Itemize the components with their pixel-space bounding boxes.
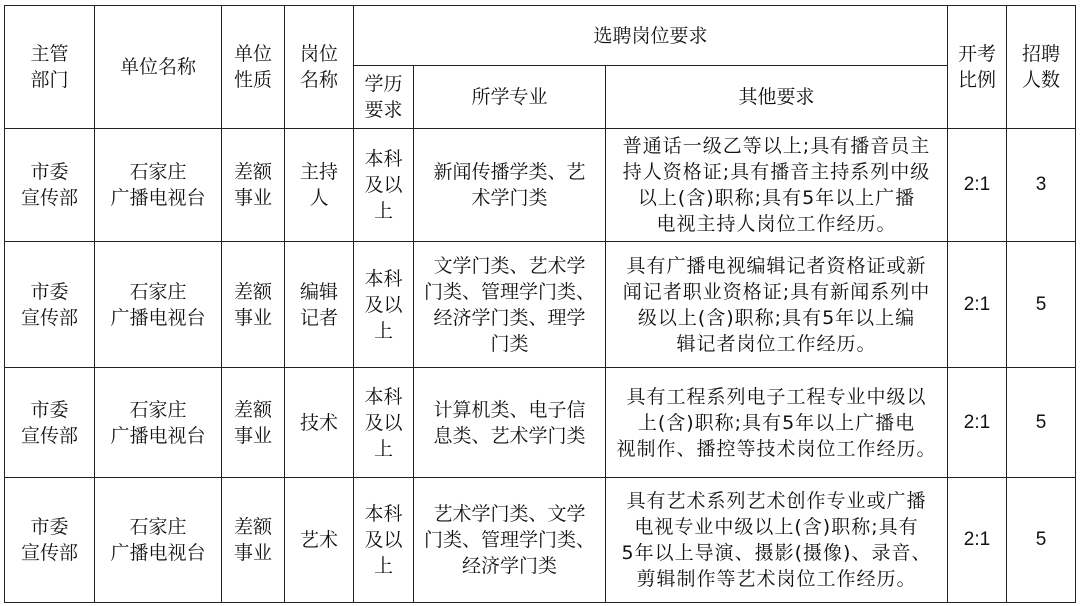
cell-major: 艺术学门类、文学 门类、管理学门类、 经济学门类 [414, 478, 606, 603]
cell-post: 主持 人 [285, 129, 354, 242]
cell-unit: 石家庄 广播电视台 [95, 478, 222, 603]
recruitment-table [4, 5, 1076, 603]
cell-ratio: 2:1 [948, 368, 1007, 478]
table-row [5, 129, 1076, 242]
cell-dept: 市委 宣传部 [5, 129, 95, 242]
table-row [5, 242, 1076, 368]
cell-edu: 本科 及以 上 [354, 129, 414, 242]
cell-edu: 本科 及以 上 [354, 242, 414, 368]
cell-post: 编辑 记者 [285, 242, 354, 368]
cell-nature: 差额 事业 [222, 478, 285, 603]
cell-dept: 市委 宣传部 [5, 478, 95, 603]
cell-ratio: 2:1 [948, 129, 1007, 242]
header-count: 招聘 人数 [1007, 6, 1076, 129]
cell-nature: 差额 事业 [222, 368, 285, 478]
cell-ratio: 2:1 [948, 242, 1007, 368]
header-unit: 单位名称 [95, 6, 222, 129]
cell-unit: 石家庄 广播电视台 [95, 368, 222, 478]
cell-unit: 石家庄 广播电视台 [95, 129, 222, 242]
cell-nature: 差额 事业 [222, 242, 285, 368]
cell-count: 5 [1007, 242, 1076, 368]
cell-major: 计算机类、电子信 息类、艺术学门类 [414, 368, 606, 478]
cell-dept: 市委 宣传部 [5, 368, 95, 478]
header-edu: 学历 要求 [354, 66, 414, 129]
cell-dept: 市委 宣传部 [5, 242, 95, 368]
cell-count: 5 [1007, 478, 1076, 603]
table-row [5, 478, 1076, 603]
cell-other: 具有艺术系列艺术创作专业或广播 电视专业中级以上(含)职称;具有 5年以上导演、摄影(摄像)、录音、 剪辑制作等艺术岗位工作经历。 [606, 478, 948, 603]
header-nature: 单位 性质 [222, 6, 285, 129]
cell-edu: 本科 及以 上 [354, 368, 414, 478]
cell-post: 艺术 [285, 478, 354, 603]
header-dept: 主管 部门 [5, 6, 95, 129]
header-requirements: 选聘岗位要求 [354, 6, 948, 66]
cell-nature: 差额 事业 [222, 129, 285, 242]
header-post: 岗位 名称 [285, 6, 354, 129]
cell-unit: 石家庄 广播电视台 [95, 242, 222, 368]
cell-count: 5 [1007, 368, 1076, 478]
cell-post: 技术 [285, 368, 354, 478]
cell-major: 新闻传播学类、艺 术学门类 [414, 129, 606, 242]
cell-count: 3 [1007, 129, 1076, 242]
table-row [5, 368, 1076, 478]
header-ratio: 开考 比例 [948, 6, 1007, 129]
cell-major: 文学门类、艺术学 门类、管理学门类、 经济学门类、理学 门类 [414, 242, 606, 368]
header-other: 其他要求 [606, 66, 948, 129]
cell-ratio: 2:1 [948, 478, 1007, 603]
header-major: 所学专业 [414, 66, 606, 129]
cell-other: 具有工程系列电子工程专业中级以 上(含)职称;具有5年以上广播电 视制作、播控等技术岗位工作经历。 [606, 368, 948, 478]
cell-edu: 本科 及以 上 [354, 478, 414, 603]
cell-other: 具有广播电视编辑记者资格证或新 闻记者职业资格证;具有新闻系列中 级以上(含)职称;具有5年以上编 辑记者岗位工作经历。 [606, 242, 948, 368]
cell-other: 普通话一级乙等以上;具有播音员主 持人资格证;具有播音主持系列中级 以上(含)职称;具有5年以上广播 电视主持人岗位工作经历。 [606, 129, 948, 242]
